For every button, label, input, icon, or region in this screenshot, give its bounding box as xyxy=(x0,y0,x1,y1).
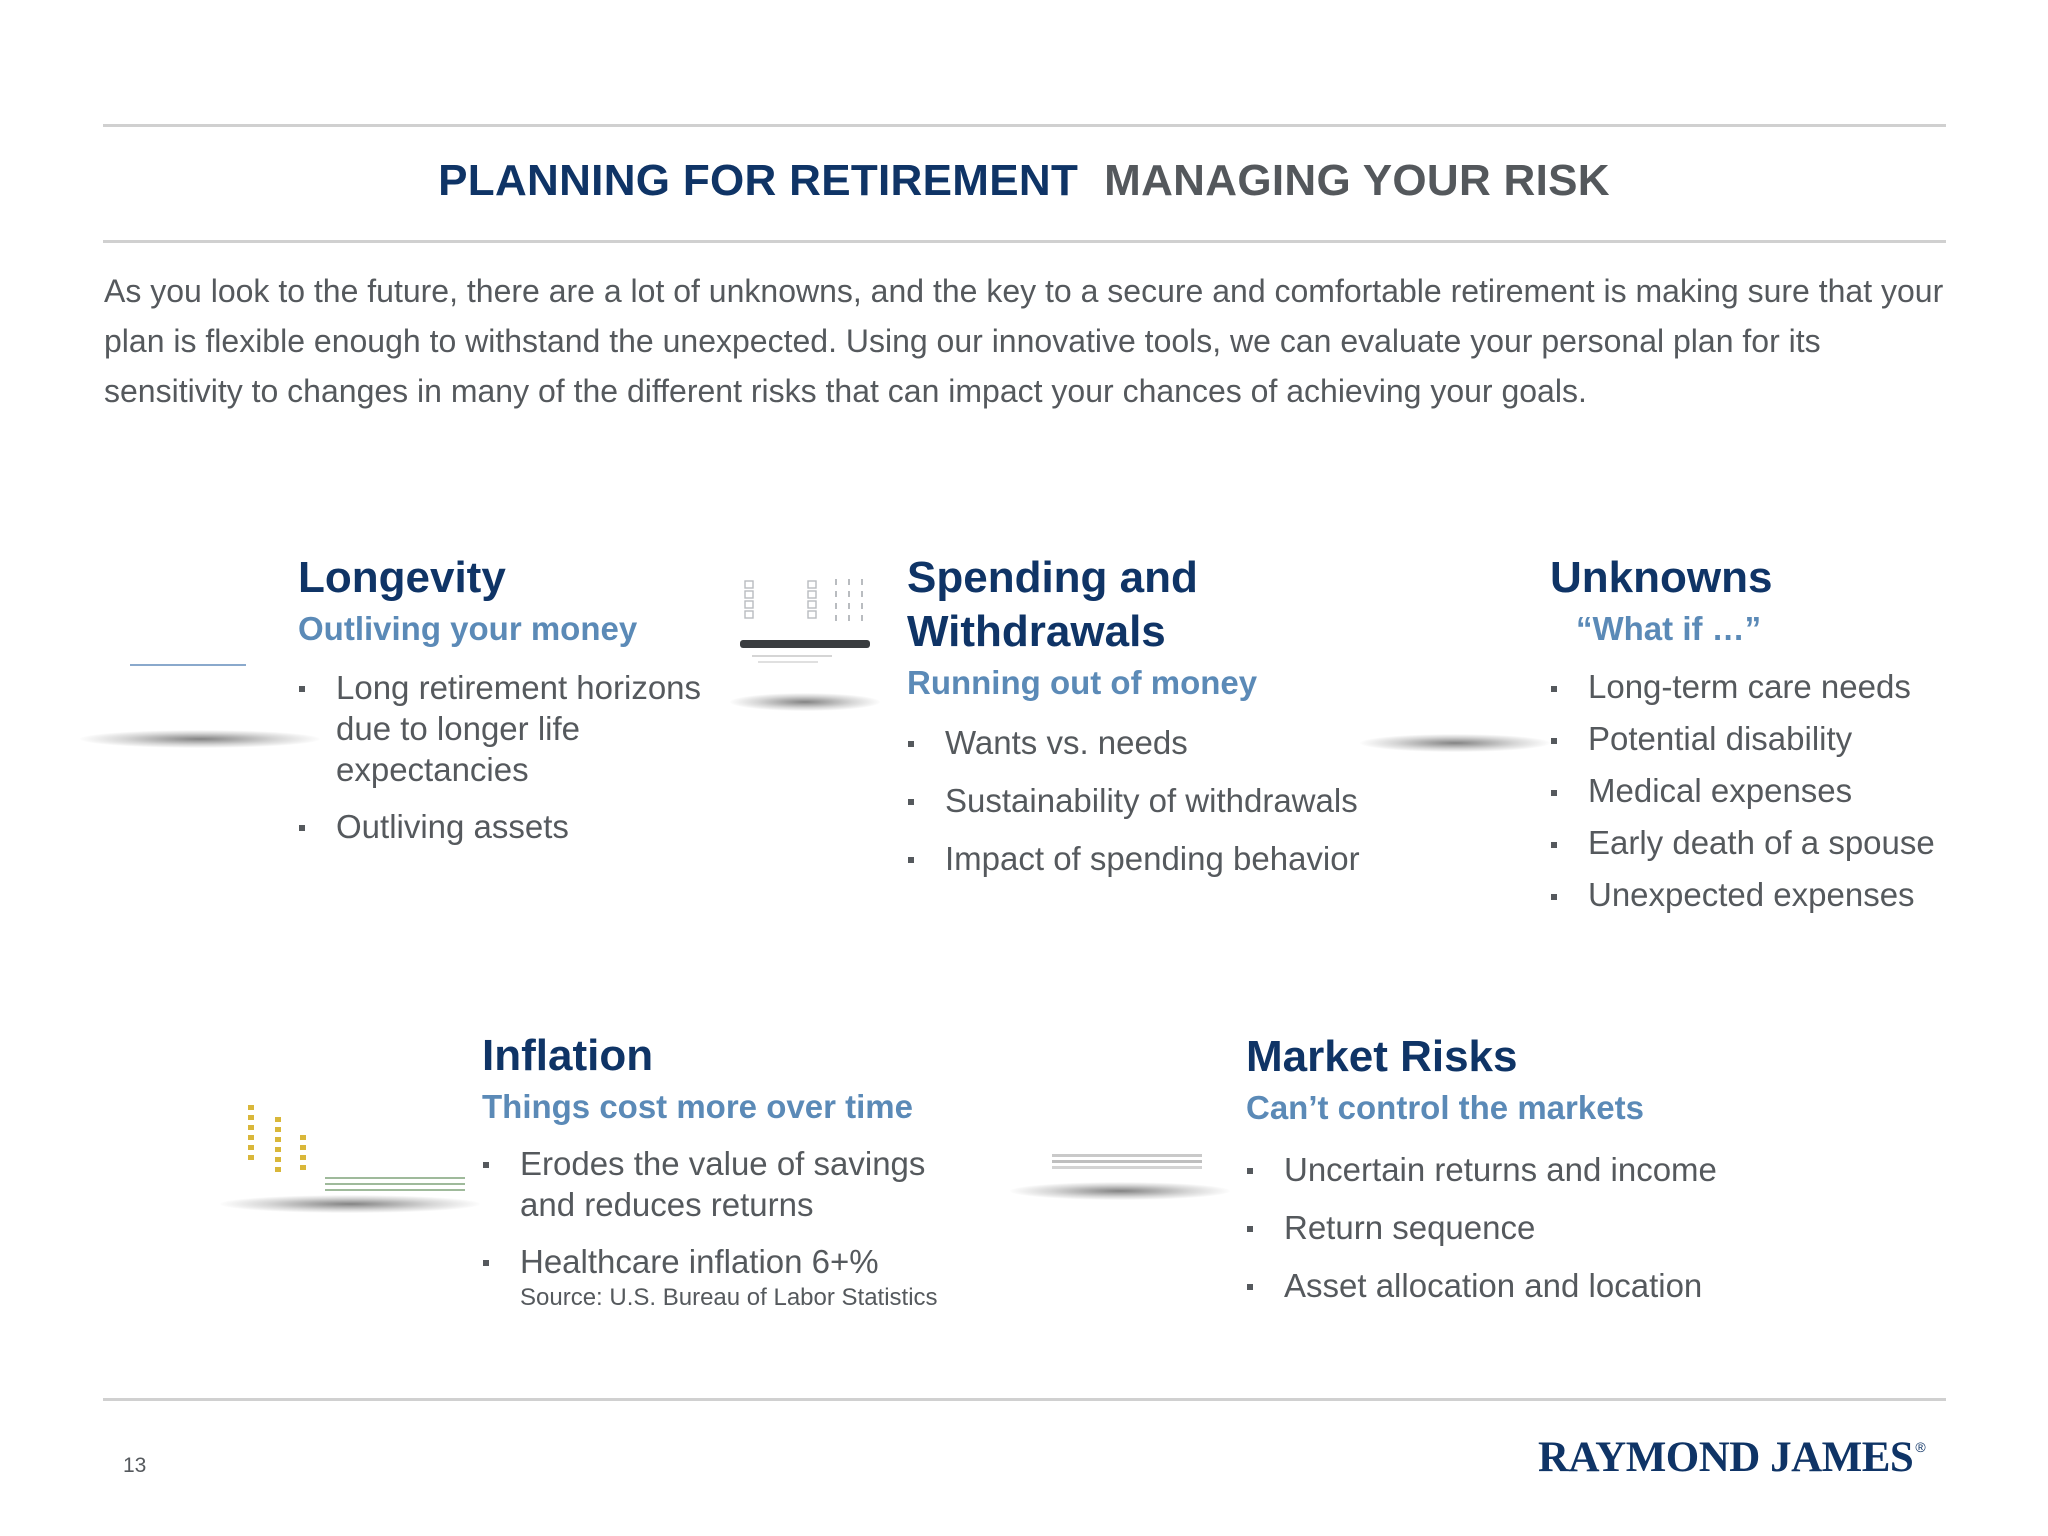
list-item: Long-term care needs xyxy=(1550,667,1970,707)
list-item: Return sequence xyxy=(1246,1207,1766,1248)
list-item: Medical expenses xyxy=(1550,771,1970,811)
unknowns-section xyxy=(1550,551,1970,915)
market-list xyxy=(1246,1149,1766,1306)
umbrella-icon xyxy=(1360,730,1550,760)
title-divider xyxy=(103,240,1946,243)
page-number: 13 xyxy=(123,1454,147,1477)
logo-text: RAYMOND JAMES xyxy=(1538,1434,1914,1481)
inflation-section xyxy=(482,1029,1002,1312)
title-sub: MANAGING YOUR RISK xyxy=(1104,156,1610,205)
coin-stacks-icon xyxy=(220,1095,480,1215)
longevity-title: Longevity xyxy=(298,553,506,602)
list-item: Sustainability of withdrawals xyxy=(907,780,1387,821)
market-section xyxy=(1246,1030,1766,1306)
inflation-title: Inflation xyxy=(482,1031,654,1080)
list-item: Potential disability xyxy=(1550,719,1970,759)
list-item xyxy=(482,1241,1002,1312)
list-item: Outliving assets xyxy=(298,806,738,847)
unknowns-title: Unknowns xyxy=(1550,553,1773,602)
spending-title: Spending and Withdrawals xyxy=(907,553,1198,656)
spending-subtitle: Running out of money xyxy=(907,664,1258,701)
list-item: Impact of spending behavior xyxy=(907,838,1387,879)
spending-section xyxy=(907,551,1387,879)
longevity-list xyxy=(298,667,738,847)
list-item: Unexpected expenses xyxy=(1550,875,1970,915)
registered-mark: ® xyxy=(1915,1438,1926,1455)
market-subtitle: Can’t control the markets xyxy=(1246,1089,1644,1126)
list-item: Asset allocation and location xyxy=(1246,1265,1766,1306)
top-divider xyxy=(103,124,1946,127)
longevity-section xyxy=(298,551,738,847)
raymond-james-logo xyxy=(1538,1433,1925,1482)
list-item-text: Healthcare inflation 6+% xyxy=(520,1243,879,1280)
inflation-list xyxy=(482,1143,1002,1312)
list-item: Wants vs. needs xyxy=(907,722,1387,763)
unknowns-subtitle: “What if …” xyxy=(1576,610,1762,647)
longevity-subtitle: Outliving your money xyxy=(298,610,638,647)
footer-divider xyxy=(103,1398,1946,1401)
market-title: Market Risks xyxy=(1246,1032,1518,1081)
list-item: Long retirement horizons due to longer life expectancies xyxy=(298,667,706,790)
unknowns-list xyxy=(1550,667,1970,915)
list-item: Uncertain returns and income xyxy=(1246,1149,1766,1190)
source-note: Source: U.S. Bureau of Labor Statistics xyxy=(520,1284,938,1311)
calculator-icon xyxy=(730,575,880,715)
list-item: Erodes the value of savings and reduces returns xyxy=(482,1143,960,1225)
inflation-subtitle: Things cost more over time xyxy=(482,1088,913,1125)
title-main: PLANNING FOR RETIREMENT xyxy=(438,156,1079,205)
newspaper-icon xyxy=(1010,1150,1230,1210)
spending-list xyxy=(907,722,1387,879)
intro-paragraph: As you look to the future, there are a lot of unknowns, and the key to a secure and comfortable retirement is making sure that your plan is flexible enough to withstand the unexpected. Using our innovative tools, we can evaluate your personal plan for its sensitivity to changes in many of the different risks that can impact your chances of achieving your goals. xyxy=(104,273,1944,409)
page-title xyxy=(0,156,2048,206)
list-item: Early death of a spouse xyxy=(1550,823,1970,863)
hourglass-icon xyxy=(80,640,320,760)
